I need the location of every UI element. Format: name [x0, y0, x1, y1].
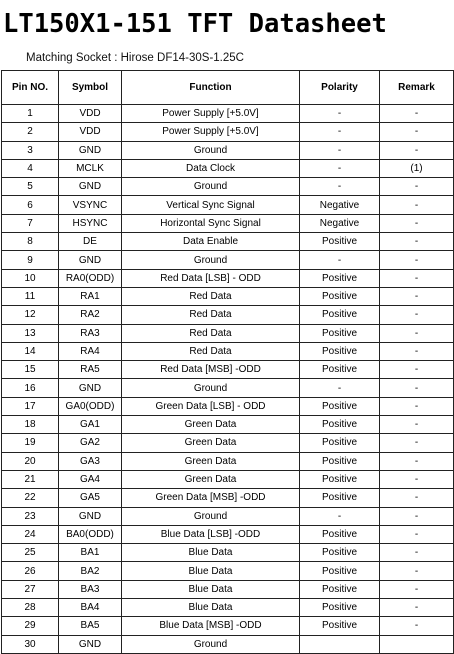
cell-pin: 11 — [2, 287, 59, 305]
cell-symbol: RA3 — [59, 324, 122, 342]
cell-polarity: Positive — [300, 599, 380, 617]
cell-function: Blue Data — [122, 562, 300, 580]
table-row — [2, 123, 454, 141]
cell-function: Red Data [LSB] - ODD — [122, 269, 300, 287]
cell-function: Red Data — [122, 324, 300, 342]
cell-remark: - — [380, 470, 454, 488]
cell-polarity: Positive — [300, 306, 380, 324]
cell-pin: 23 — [2, 507, 59, 525]
table-body — [2, 105, 454, 654]
cell-symbol: HSYNC — [59, 214, 122, 232]
cell-function: Green Data — [122, 452, 300, 470]
table-row — [2, 452, 454, 470]
cell-polarity: Positive — [300, 452, 380, 470]
table-row — [2, 361, 454, 379]
cell-pin: 28 — [2, 599, 59, 617]
cell-symbol: GND — [59, 379, 122, 397]
cell-remark: - — [380, 434, 454, 452]
cell-pin: 3 — [2, 141, 59, 159]
cell-function: Ground — [122, 635, 300, 653]
cell-function: Red Data — [122, 306, 300, 324]
cell-pin: 16 — [2, 379, 59, 397]
cell-symbol: BA1 — [59, 544, 122, 562]
cell-polarity: Positive — [300, 580, 380, 598]
cell-remark: - — [380, 580, 454, 598]
cell-symbol: GND — [59, 178, 122, 196]
cell-symbol: GND — [59, 251, 122, 269]
cell-function: Blue Data — [122, 599, 300, 617]
cell-polarity: Positive — [300, 562, 380, 580]
cell-function: Vertical Sync Signal — [122, 196, 300, 214]
cell-remark: - — [380, 196, 454, 214]
cell-pin: 15 — [2, 361, 59, 379]
table-row — [2, 489, 454, 507]
cell-symbol: BA4 — [59, 599, 122, 617]
table-row — [2, 562, 454, 580]
cell-symbol: GA2 — [59, 434, 122, 452]
header-pin: Pin NO. — [2, 71, 59, 105]
table-row — [2, 342, 454, 360]
cell-remark: - — [380, 324, 454, 342]
cell-function: Blue Data — [122, 580, 300, 598]
table-row — [2, 434, 454, 452]
cell-polarity: Negative — [300, 214, 380, 232]
cell-pin: 5 — [2, 178, 59, 196]
cell-symbol: RA4 — [59, 342, 122, 360]
cell-polarity: Positive — [300, 287, 380, 305]
cell-polarity: Positive — [300, 361, 380, 379]
table-row — [2, 416, 454, 434]
cell-symbol: VDD — [59, 123, 122, 141]
cell-remark: - — [380, 507, 454, 525]
cell-remark: - — [380, 342, 454, 360]
header-function: Function — [122, 71, 300, 105]
cell-remark: - — [380, 214, 454, 232]
cell-pin: 13 — [2, 324, 59, 342]
cell-remark: - — [380, 123, 454, 141]
table-row — [2, 141, 454, 159]
table-row — [2, 397, 454, 415]
cell-pin: 1 — [2, 105, 59, 123]
cell-remark: - — [380, 141, 454, 159]
cell-pin: 24 — [2, 525, 59, 543]
cell-remark: - — [380, 287, 454, 305]
cell-function: Ground — [122, 379, 300, 397]
cell-polarity: - — [300, 178, 380, 196]
cell-symbol: GND — [59, 635, 122, 653]
header-polarity: Polarity — [300, 71, 380, 105]
cell-symbol: RA2 — [59, 306, 122, 324]
cell-polarity: - — [300, 379, 380, 397]
cell-remark: - — [380, 617, 454, 635]
table-row — [2, 324, 454, 342]
cell-symbol: BA2 — [59, 562, 122, 580]
cell-function: Red Data [MSB] -ODD — [122, 361, 300, 379]
cell-pin: 8 — [2, 233, 59, 251]
cell-symbol: GND — [59, 141, 122, 159]
cell-function: Green Data — [122, 470, 300, 488]
cell-polarity: Positive — [300, 544, 380, 562]
table-row — [2, 580, 454, 598]
cell-pin: 19 — [2, 434, 59, 452]
cell-polarity: - — [300, 123, 380, 141]
table-row — [2, 306, 454, 324]
table-row — [2, 105, 454, 123]
cell-symbol: VSYNC — [59, 196, 122, 214]
cell-remark: - — [380, 105, 454, 123]
table-row — [2, 470, 454, 488]
cell-pin: 7 — [2, 214, 59, 232]
cell-pin: 9 — [2, 251, 59, 269]
cell-remark: - — [380, 251, 454, 269]
cell-symbol: RA5 — [59, 361, 122, 379]
table-header-row — [2, 71, 454, 105]
table-row — [2, 178, 454, 196]
cell-polarity: - — [300, 251, 380, 269]
cell-polarity: Positive — [300, 416, 380, 434]
cell-remark: - — [380, 416, 454, 434]
cell-polarity: Negative — [300, 196, 380, 214]
cell-symbol: RA1 — [59, 287, 122, 305]
cell-remark: - — [380, 599, 454, 617]
table-row — [2, 379, 454, 397]
cell-pin: 20 — [2, 452, 59, 470]
cell-function: Red Data — [122, 287, 300, 305]
cell-remark: - — [380, 379, 454, 397]
cell-symbol: VDD — [59, 105, 122, 123]
cell-remark: - — [380, 306, 454, 324]
pin-assignment-table — [1, 70, 454, 654]
cell-pin: 25 — [2, 544, 59, 562]
cell-symbol: GA1 — [59, 416, 122, 434]
cell-symbol: GA5 — [59, 489, 122, 507]
cell-symbol: GND — [59, 507, 122, 525]
cell-pin: 6 — [2, 196, 59, 214]
cell-polarity: - — [300, 159, 380, 177]
table-row — [2, 544, 454, 562]
table-row — [2, 617, 454, 635]
cell-pin: 26 — [2, 562, 59, 580]
cell-remark: - — [380, 233, 454, 251]
cell-polarity: Positive — [300, 525, 380, 543]
page-title: LT150X1-151 TFT Datasheet — [3, 9, 387, 39]
cell-function: Blue Data [MSB] -ODD — [122, 617, 300, 635]
cell-symbol: GA4 — [59, 470, 122, 488]
cell-function: Ground — [122, 251, 300, 269]
cell-remark: - — [380, 178, 454, 196]
table-row — [2, 196, 454, 214]
cell-pin: 12 — [2, 306, 59, 324]
cell-remark: - — [380, 489, 454, 507]
cell-function: Horizontal Sync Signal — [122, 214, 300, 232]
cell-remark: - — [380, 452, 454, 470]
cell-pin: 29 — [2, 617, 59, 635]
table-row — [2, 214, 454, 232]
cell-symbol: DE — [59, 233, 122, 251]
cell-function: Data Enable — [122, 233, 300, 251]
table-row — [2, 233, 454, 251]
cell-function: Blue Data — [122, 544, 300, 562]
cell-pin: 4 — [2, 159, 59, 177]
cell-function: Green Data — [122, 416, 300, 434]
cell-polarity: Positive — [300, 233, 380, 251]
cell-polarity: Positive — [300, 489, 380, 507]
cell-pin: 17 — [2, 397, 59, 415]
pin-table-container — [1, 70, 453, 650]
cell-polarity: Positive — [300, 397, 380, 415]
cell-pin: 18 — [2, 416, 59, 434]
cell-function: Power Supply [+5.0V] — [122, 123, 300, 141]
cell-function: Blue Data [LSB] -ODD — [122, 525, 300, 543]
cell-function: Ground — [122, 507, 300, 525]
cell-remark: (1) — [380, 159, 454, 177]
cell-polarity: Positive — [300, 342, 380, 360]
cell-pin: 30 — [2, 635, 59, 653]
cell-symbol: GA0(ODD) — [59, 397, 122, 415]
cell-pin: 22 — [2, 489, 59, 507]
cell-remark: - — [380, 525, 454, 543]
table-row — [2, 507, 454, 525]
cell-pin: 14 — [2, 342, 59, 360]
cell-polarity: - — [300, 141, 380, 159]
cell-function: Red Data — [122, 342, 300, 360]
table-row — [2, 269, 454, 287]
table-row — [2, 599, 454, 617]
cell-pin: 10 — [2, 269, 59, 287]
header-remark: Remark — [380, 71, 454, 105]
table-row — [2, 635, 454, 653]
cell-function: Ground — [122, 178, 300, 196]
cell-function: Data Clock — [122, 159, 300, 177]
cell-pin: 2 — [2, 123, 59, 141]
cell-function: Green Data — [122, 434, 300, 452]
cell-function: Green Data [LSB] - ODD — [122, 397, 300, 415]
cell-polarity: Positive — [300, 617, 380, 635]
cell-remark: - — [380, 269, 454, 287]
cell-remark — [380, 635, 454, 653]
cell-polarity — [300, 635, 380, 653]
cell-symbol: GA3 — [59, 452, 122, 470]
cell-polarity: Positive — [300, 269, 380, 287]
cell-remark: - — [380, 562, 454, 580]
cell-polarity: Positive — [300, 470, 380, 488]
cell-polarity: - — [300, 507, 380, 525]
cell-symbol: RA0(ODD) — [59, 269, 122, 287]
cell-polarity: Positive — [300, 434, 380, 452]
cell-remark: - — [380, 397, 454, 415]
cell-pin: 21 — [2, 470, 59, 488]
table-row — [2, 525, 454, 543]
cell-function: Ground — [122, 141, 300, 159]
cell-symbol: BA0(ODD) — [59, 525, 122, 543]
header-symbol: Symbol — [59, 71, 122, 105]
cell-remark: - — [380, 544, 454, 562]
cell-polarity: Positive — [300, 324, 380, 342]
table-row — [2, 287, 454, 305]
cell-symbol: MCLK — [59, 159, 122, 177]
cell-remark: - — [380, 361, 454, 379]
cell-function: Power Supply [+5.0V] — [122, 105, 300, 123]
cell-symbol: BA3 — [59, 580, 122, 598]
cell-function: Green Data [MSB] -ODD — [122, 489, 300, 507]
matching-socket-note: Matching Socket : Hirose DF14-30S-1.25C — [26, 52, 244, 64]
table-row — [2, 159, 454, 177]
table-row — [2, 251, 454, 269]
cell-symbol: BA5 — [59, 617, 122, 635]
cell-polarity: - — [300, 105, 380, 123]
cell-pin: 27 — [2, 580, 59, 598]
